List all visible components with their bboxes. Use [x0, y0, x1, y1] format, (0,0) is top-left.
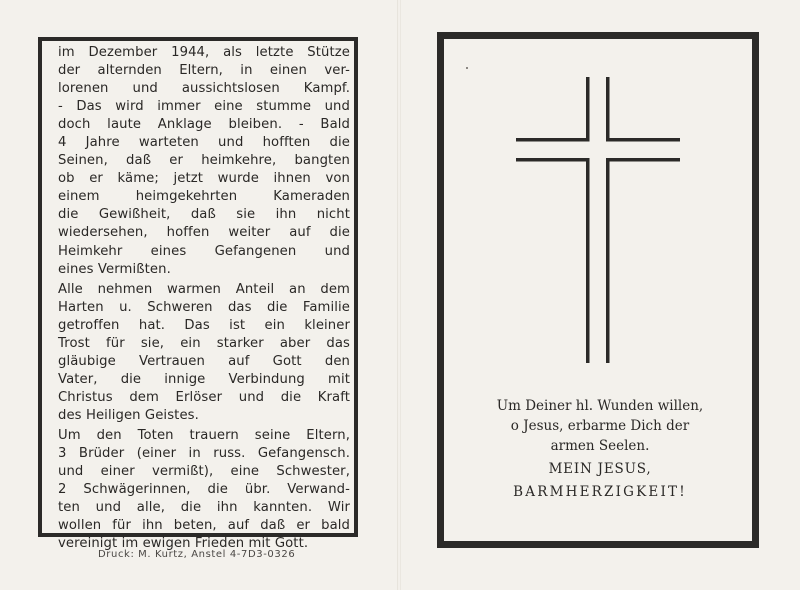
text-line: ob er käme; jetzt wurde ihnen von [58, 171, 350, 187]
text-line: eines Vermißten. [58, 261, 171, 277]
text-line: 2 Schwägerinnen, die übr. Verwand- [58, 482, 350, 498]
text-line: doch laute Anklage bleiben. - Bald [58, 117, 350, 133]
text-line: Harten u. Schweren das die Familie [58, 299, 350, 315]
text-line: Vater, die innige Verbindung mit [58, 371, 350, 387]
text-line: - Das wird immer eine stumme und [58, 99, 350, 115]
text-line: wiedersehen, hoffen weiter auf die [58, 225, 350, 241]
text-line: getroffen hat. Das ist ein kleiner [58, 317, 350, 333]
text-line: Alle nehmen warmen Anteil an dem [58, 281, 350, 297]
paragraph-3 [58, 427, 350, 553]
text-line: Heimkehr eines Gefangenen und [58, 243, 350, 259]
prayer-line-2: o Jesus, erbarme Dich der [510, 418, 690, 434]
text-line: lorenen und aussichtslosen Kampf. [58, 81, 350, 97]
text-line: ten und alle, die ihn kannten. Wir [58, 500, 350, 516]
cross-icon [510, 72, 690, 372]
text-line: und einer vermißt), eine Schwester, [58, 464, 350, 480]
text-line: der alternden Eltern, in einen ver- [58, 63, 350, 79]
text-line: gläubige Vertrauen auf Gott den [58, 353, 350, 369]
prayer-line-3: armen Seelen. [550, 438, 650, 454]
invocation-line-1: MEIN JESUS, [548, 461, 652, 477]
card-fold [397, 0, 401, 590]
prayer-text [454, 396, 746, 502]
paragraph-1 [58, 44, 350, 279]
paper-speck [466, 67, 468, 69]
prayer-line-1: Um Deiner hl. Wunden willen, [496, 398, 704, 414]
text-line: wollen für ihn beten, auf daß er bald [58, 518, 350, 534]
text-line: einem heimgekehrten Kameraden [58, 189, 350, 205]
paragraph-2 [58, 281, 350, 425]
text-line: 4 Jahre warteten und hofften die [58, 135, 350, 151]
invocation-line-2: BARMHERZIGKEIT! [513, 484, 687, 500]
text-line: 3 Brüder (einer in russ. Gefangensch. [58, 446, 350, 462]
text-line: vereinigt im ewigen Frieden mit Gott. [58, 536, 309, 552]
text-line: Seinen, daß er heimkehre, bangten [58, 153, 350, 169]
text-line: Um den Toten trauern seine Eltern, [58, 427, 350, 443]
obituary-text [58, 44, 350, 555]
text-line: die Gewißheit, daß sie ihn nicht [58, 207, 350, 223]
printer-imprint: Druck: M. Kurtz, Anstel 4-7D3-0326 [98, 549, 296, 560]
text-line: Christus dem Erlöser und die Kraft [58, 389, 350, 405]
text-line: des Heiligen Geistes. [58, 407, 199, 423]
text-line: Trost für sie, ein starker aber das [58, 335, 350, 351]
text-line: im Dezember 1944, als letzte Stütze [58, 45, 350, 60]
